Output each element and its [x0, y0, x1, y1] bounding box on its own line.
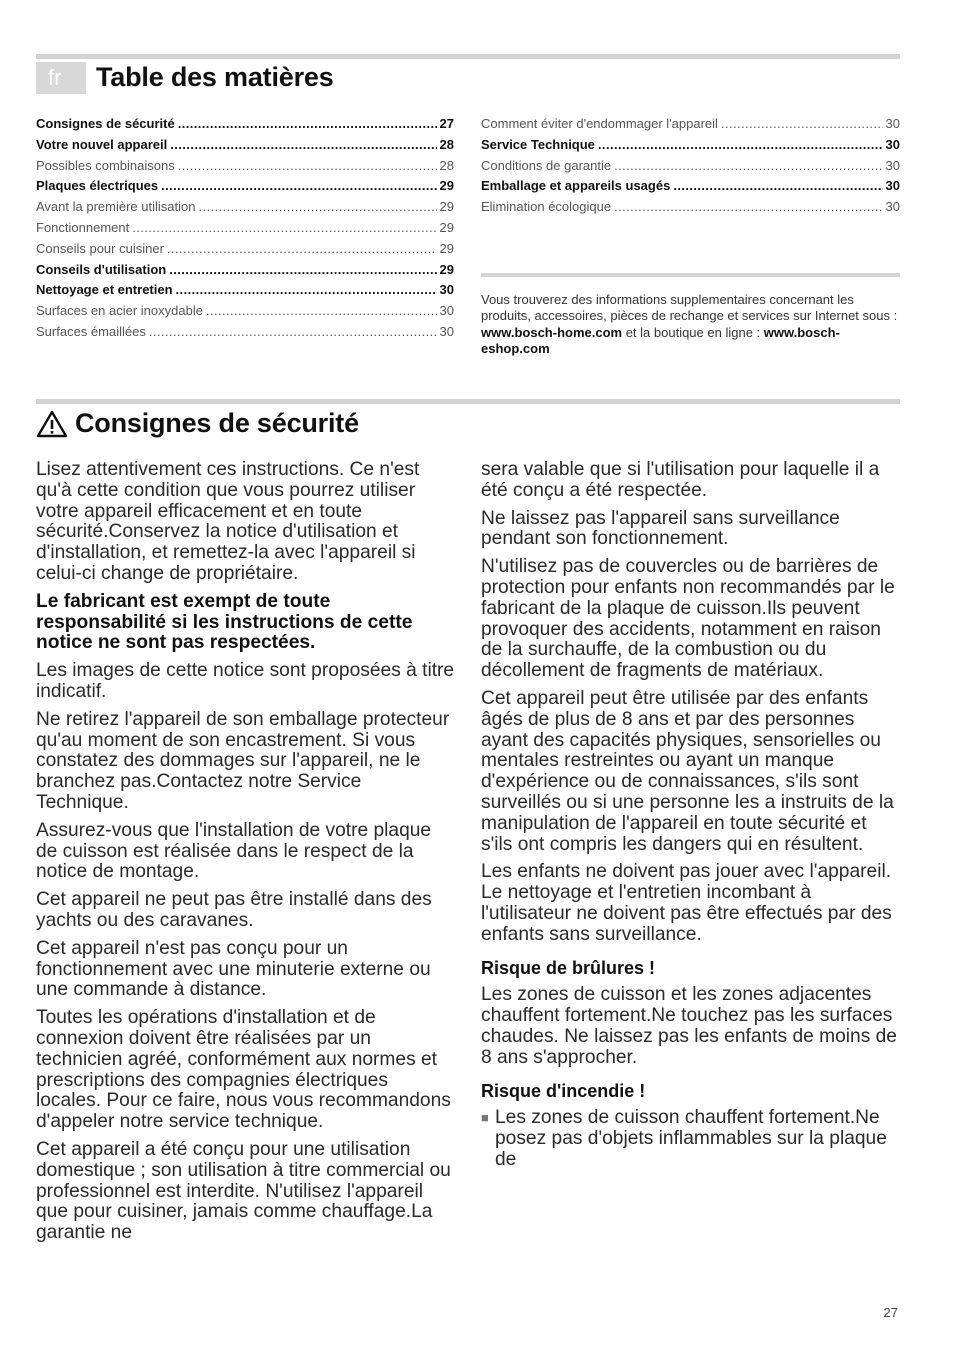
- toc-entry[interactable]: [36, 241, 454, 262]
- toc-entry-page: 29: [439, 261, 454, 277]
- safety-paragraph: Cet appareil a été conçu pour une utilisation domestique ; son utilisation à titre commercial ou professionnel est interdite. N'utilisez l'appareil que pour cuisiner, jamais comme chauffage.La garantie ne: [36, 1138, 451, 1244]
- toc-left-column: [36, 116, 454, 345]
- safety-paragraph: Les enfants ne doivent pas jouer avec l'appareil. Le nettoyage et l'entretien incombant à l'utilisateur ne doivent pas être effectués par des enfants sans surveillance.: [481, 861, 892, 945]
- safety-paragraph: Assurez-vous que l'installation de votre plaque de cuisson est réalisée dans le respect de la notice de montage.: [36, 819, 432, 883]
- bosch-home-link[interactable]: www.bosch-home.com: [481, 324, 623, 340]
- toc-entry-label: Comment éviter d'endommager l'appareil: [481, 116, 718, 131]
- safety-paragraph: Lisez attentivement ces instructions. Ce n'est qu'à cette condition que vous pourrez utiliser votre appareil efficacement et en toute sécurité.Conservez la notice d'utilisation et d'installation, et remettez-la avec l'appareil si celui-ci change de propriétaire.: [36, 459, 420, 584]
- toc-entry-label: Possibles combinaisons: [36, 157, 175, 173]
- toc-entry[interactable]: [36, 178, 454, 199]
- safety-paragraph: Les images de cette notice sont proposées à titre indicatif.: [36, 660, 455, 702]
- toc-entry-page: 30: [439, 303, 454, 319]
- toc-entry-page: 30: [439, 282, 454, 298]
- toc-entry[interactable]: [36, 262, 454, 283]
- toc-entry-page: 29: [439, 240, 454, 256]
- toc-leader-dots: [178, 158, 437, 173]
- page-number: 27: [883, 1305, 898, 1320]
- safety-paragraph: Ne laissez pas l'appareil sans surveillance pendant son fonctionnement.: [481, 507, 840, 550]
- toc-entry[interactable]: [36, 137, 454, 158]
- toc-entry[interactable]: [481, 158, 900, 179]
- toc-entry[interactable]: [36, 158, 454, 179]
- toc-leader-dots: [149, 324, 437, 339]
- disclaimer-bold: Le fabricant est exempt de toute responsabilité si les instructions de cette notice ne sont pas respectées.: [36, 590, 413, 654]
- safety-left-column: [36, 460, 456, 1251]
- top-rule: [36, 54, 900, 59]
- toc-leader-dots: [161, 178, 436, 193]
- toc-leader-dots: [598, 137, 883, 152]
- toc-title: Table des matières: [96, 62, 334, 92]
- toc-entry-label: Surfaces émaillées: [36, 323, 146, 339]
- toc-entry-label: Surfaces en acier inoxydable: [36, 303, 203, 319]
- safety-title: Consignes de sécurité: [75, 408, 359, 438]
- risk-subheading: Risque de brûlures !: [481, 957, 656, 978]
- toc-entry-label: Avant la première utilisation: [36, 199, 196, 215]
- toc-entry-page: 29: [439, 178, 454, 194]
- info-text: [481, 292, 901, 357]
- language-badge: fr: [36, 62, 86, 94]
- toc-entry-page: 30: [885, 199, 900, 215]
- safety-paragraph: Les zones de cuisson et les zones adjacentes chauffent fortement.Ne touchez pas les surfaces chaudes. Ne laissez pas les enfants de moins de 8 ans s'approcher.: [481, 984, 897, 1068]
- toc-entry-page: 30: [885, 116, 900, 131]
- toc-entry-page: 28: [439, 136, 454, 152]
- safety-paragraph: N'utilisez pas de couvercles ou de barrières de protection pour enfants non recommandés par le fabricant de la plaque de cuisson.Ils peuvent provoquer des accidents, notamment en raison de la surchauffe, de la combustion ou du décollement de fragments de matériaux.: [481, 556, 895, 682]
- warning-icon: [36, 410, 68, 438]
- toc-entry-label: Conditions de garantie: [481, 157, 612, 173]
- toc-leader-dots: [178, 116, 437, 131]
- toc-leader-dots: [132, 220, 436, 235]
- toc-entry[interactable]: [36, 324, 454, 345]
- toc-entry-page: 29: [439, 219, 454, 235]
- toc-right-column: [481, 116, 900, 220]
- toc-entry[interactable]: [36, 303, 454, 324]
- toc-leader-dots: [206, 303, 437, 318]
- toc-entry[interactable]: [36, 220, 454, 241]
- toc-entry[interactable]: [481, 199, 900, 220]
- toc-entry-label: Emballage et appareils usagés: [481, 178, 671, 194]
- safety-paragraph: Cet appareil peut être utilisée par des enfants âgés de plus de 8 ans et par des personnes ayant des capacités physiques, sensorielles ou mentales restreintes ou ayant un manque d'expérience ou de connaissances, s'ils sont surveillés ou si une personne les a instruits de la manipulation de l'appareil en toute sécurité et s'ils ont compris les dangers qui en résultent.: [481, 687, 894, 855]
- toc-entry-label: Service Technique: [481, 136, 595, 152]
- safety-paragraph: sera valable que si l'utilisation pour laquelle il a été conçu a été respectée.: [481, 459, 880, 501]
- toc-entry-label: Nettoyage et entretien: [36, 282, 173, 298]
- toc-entry-label: Conseils d'utilisation: [36, 261, 167, 277]
- toc-entry-page: 30: [885, 136, 900, 152]
- toc-leader-dots: [614, 158, 882, 173]
- safety-paragraph: Cet appareil ne peut pas être installé dans des yachts ou des caravanes.: [36, 889, 432, 931]
- toc-entry-label: Votre nouvel appareil: [36, 136, 168, 152]
- bullet-text: Les zones de cuisson chauffent fortement.Ne posez pas d'objets inflammables sur la plaque de: [495, 1107, 887, 1170]
- toc-entry-label: Fonctionnement: [36, 219, 130, 235]
- safety-right-column: [481, 460, 901, 1171]
- toc-entry-label: Plaques électriques: [36, 178, 159, 194]
- toc-entry-page: 30: [439, 323, 454, 339]
- toc-leader-dots: [167, 241, 437, 256]
- toc-entry[interactable]: [481, 137, 900, 158]
- toc-entry-page: 27: [439, 116, 454, 131]
- toc-entry[interactable]: [36, 199, 454, 220]
- bosch-eshop-link[interactable]: www.bosch-eshop.com: [481, 324, 840, 356]
- risk-subheading: Risque d'incendie !: [481, 1080, 646, 1101]
- safety-paragraph: Cet appareil n'est pas conçu pour un fonctionnement avec une minuterie externe ou une commande à distance.: [36, 937, 431, 1001]
- toc-entry-label: Elimination écologique: [481, 199, 612, 215]
- toc-leader-dots: [721, 116, 883, 131]
- toc-leader-dots: [614, 199, 882, 214]
- toc-leader-dots: [673, 178, 882, 193]
- toc-leader-dots: [169, 262, 436, 277]
- toc-leader-dots: [198, 199, 436, 214]
- safety-paragraph: Toutes les opérations d'installation et de connexion doivent être réalisées par un technicien agréé, conformément aux normes et prescriptions des compagnies électriques locales. Pour ce faire, nous vous recommandons d'appeler notre service technique.: [36, 1007, 451, 1133]
- safety-paragraph: Ne retirez l'appareil de son emballage protecteur qu'au moment de son encastrement. Si vous constatez des dommages sur l'appareil, ne le branchez pas.Contactez notre Service Technique.: [36, 708, 450, 813]
- toc-leader-dots: [170, 137, 436, 152]
- bullet-item: [481, 1108, 901, 1170]
- toc-entry-label: Conseils pour cuisiner: [36, 240, 164, 256]
- toc-leader-dots: [176, 282, 437, 297]
- toc-entry[interactable]: [481, 116, 900, 137]
- info-mid: et la boutique en ligne :: [622, 324, 764, 340]
- info-rule: [481, 273, 900, 277]
- toc-entry-page: 28: [439, 157, 454, 173]
- toc-entry-page: 30: [885, 178, 900, 194]
- toc-entry[interactable]: [36, 116, 454, 137]
- bullet-square-icon: ■: [481, 1110, 489, 1126]
- toc-entry[interactable]: [481, 178, 900, 199]
- toc-entry-page: 30: [885, 157, 900, 173]
- toc-entry-label: Consignes de sécurité: [36, 116, 175, 131]
- toc-entry[interactable]: [36, 282, 454, 303]
- toc-entry-page: 29: [439, 199, 454, 215]
- info-intro: Vous trouverez des informations supplementaires concernant les produits, accessoires, pièces de rechange et services sur Internet sous :: [481, 292, 898, 324]
- section-rule: [36, 399, 900, 404]
